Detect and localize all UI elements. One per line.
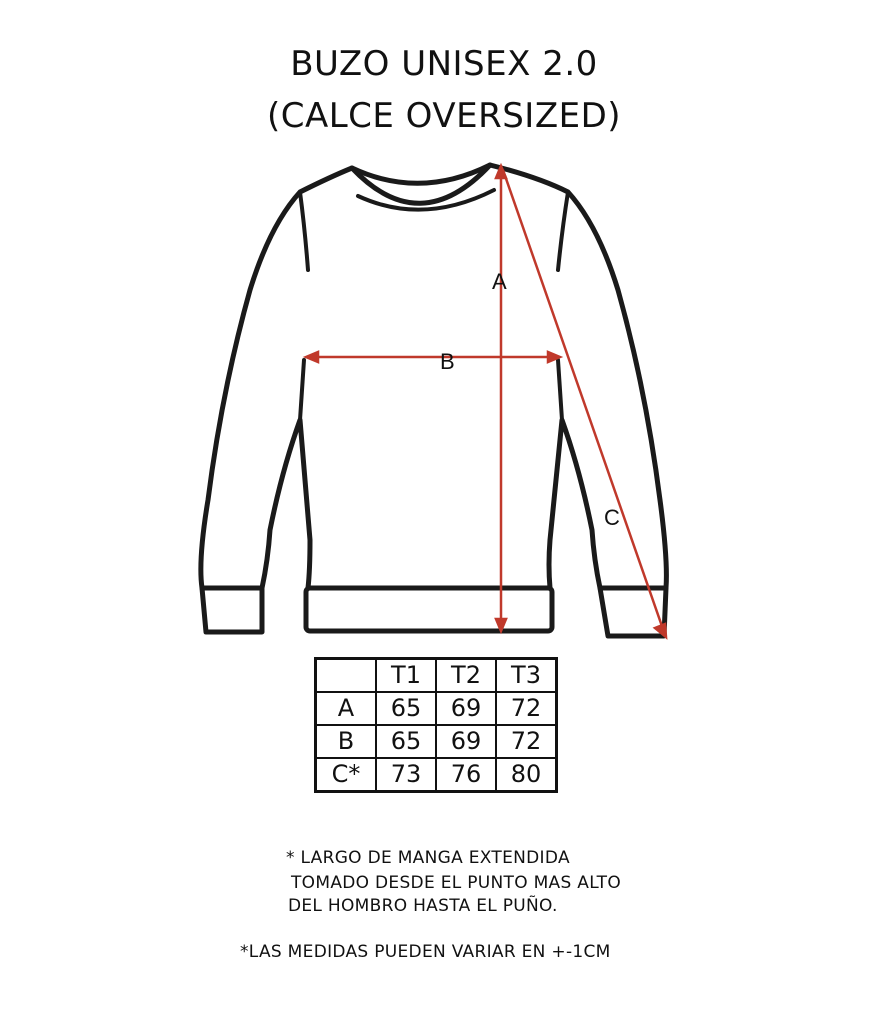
table-row bbox=[316, 692, 557, 725]
table-cell: 69 bbox=[436, 725, 496, 758]
sleeve-note-line-2: TOMADO DESDE EL PUNTO MAS ALTO bbox=[291, 873, 622, 893]
left-shoulder-seam bbox=[300, 192, 308, 270]
left-underarm-seam bbox=[300, 360, 304, 420]
left-cuff bbox=[202, 588, 262, 632]
size-table bbox=[314, 657, 558, 793]
table-corner-cell bbox=[316, 659, 377, 693]
measurement-disclaimer: *LAS MEDIDAS PUEDEN VARIAR EN +-1CM bbox=[240, 942, 611, 962]
table-row-label: C* bbox=[316, 758, 377, 792]
table-cell: 69 bbox=[436, 692, 496, 725]
table-column-header: T1 bbox=[376, 659, 436, 693]
measure-line-c bbox=[503, 170, 664, 632]
page-title-line-2: (CALCE OVERSIZED) bbox=[266, 96, 622, 136]
label-a: A bbox=[492, 269, 507, 294]
table-column-header: T3 bbox=[496, 659, 557, 693]
page-title-line-1: BUZO UNISEX 2.0 bbox=[290, 44, 598, 84]
table-cell: 72 bbox=[496, 692, 557, 725]
table-cell: 65 bbox=[376, 725, 436, 758]
sweatshirt-diagram bbox=[0, 150, 888, 650]
measure-b-arrow-left bbox=[306, 352, 318, 362]
table-cell: 72 bbox=[496, 725, 557, 758]
table-row-label: B bbox=[316, 725, 377, 758]
sleeve-note-line-3: DEL HOMBRO HASTA EL PUÑO. bbox=[288, 896, 558, 916]
right-shoulder-seam bbox=[558, 192, 568, 270]
right-underarm-seam bbox=[558, 360, 562, 420]
table-header-row bbox=[316, 659, 557, 693]
table-row bbox=[316, 725, 557, 758]
table-row bbox=[316, 758, 557, 792]
table-column-header: T2 bbox=[436, 659, 496, 693]
table-cell: 65 bbox=[376, 692, 436, 725]
table-row-label: A bbox=[316, 692, 377, 725]
sleeve-note-line-1: * LARGO DE MANGA EXTENDIDA bbox=[286, 848, 570, 868]
table-cell: 73 bbox=[376, 758, 436, 792]
label-c: C bbox=[604, 505, 620, 530]
label-b: B bbox=[440, 349, 455, 374]
table-cell: 76 bbox=[436, 758, 496, 792]
waistband bbox=[306, 588, 552, 631]
sweatshirt-outline bbox=[201, 165, 667, 588]
table-cell: 80 bbox=[496, 758, 557, 792]
